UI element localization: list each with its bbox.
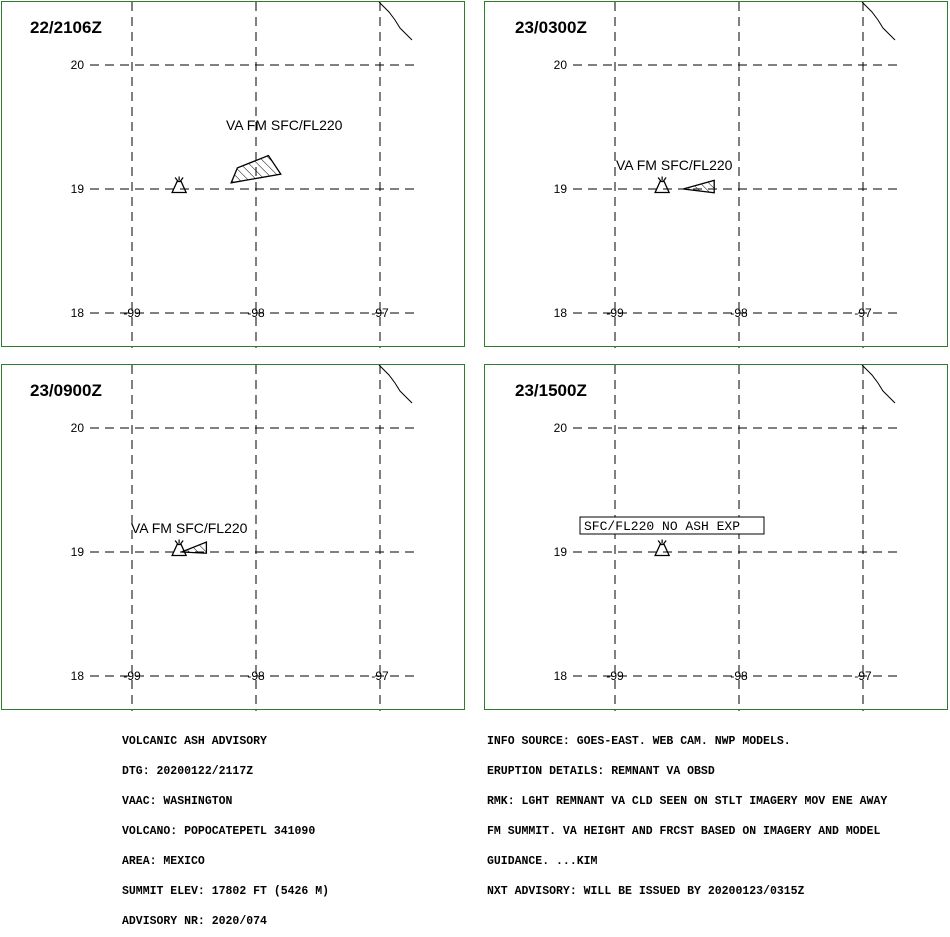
latitude-tick-label: 18 — [553, 306, 567, 320]
va-cloud-label: VA FM SFC/FL220 — [616, 157, 733, 173]
advisory-remarks-text — [487, 717, 887, 907]
va-cloud-label: VA FM SFC/FL220 — [131, 520, 248, 536]
advisory-header-text — [122, 717, 329, 937]
latitude-tick-label: 18 — [553, 669, 567, 683]
panel-time-label: 23/0900Z — [30, 381, 102, 400]
latitude-tick-label: 20 — [553, 421, 567, 435]
ash-cloud-polygon — [182, 542, 207, 553]
advisory-line: SUMMIT ELEV: 17802 FT (5426 M) — [122, 885, 330, 898]
map-panel-2 — [484, 1, 948, 347]
panel-time-label: 22/2106Z — [30, 18, 102, 37]
forecast-box-text: SFC/FL220 NO ASH EXP — [584, 519, 741, 534]
map-panel-1 — [1, 1, 465, 347]
advisory-line: GUIDANCE. ...KIM — [487, 855, 598, 868]
longitude-tick-label: -97 — [854, 306, 872, 320]
advisory-line: INFO SOURCE: GOES-EAST. WEB CAM. NWP MODELS. — [487, 735, 791, 748]
advisory-line: ERUPTION DETAILS: REMNANT VA OBSD — [487, 765, 715, 778]
map-canvas — [2, 2, 466, 348]
coastline — [862, 365, 895, 403]
coastline — [379, 365, 412, 403]
map-canvas — [485, 365, 949, 711]
map-panel-3 — [1, 364, 465, 710]
longitude-tick-label: -99 — [606, 669, 624, 683]
va-cloud-label: VA FM SFC/FL220 — [226, 117, 343, 133]
advisory-line: AREA: MEXICO — [122, 855, 205, 868]
longitude-tick-label: -97 — [854, 669, 872, 683]
volcano-plume — [175, 540, 183, 545]
longitude-tick-label: -99 — [123, 669, 141, 683]
panel-time-label: 23/1500Z — [515, 381, 587, 400]
longitude-tick-label: -98 — [730, 306, 748, 320]
coastline — [862, 2, 895, 40]
latitude-tick-label: 20 — [70, 421, 84, 435]
advisory-line: VAAC: WASHINGTON — [122, 795, 233, 808]
map-panel-4 — [484, 364, 948, 710]
volcano-icon — [655, 540, 669, 556]
map-canvas — [2, 365, 466, 711]
advisory-line: NXT ADVISORY: WILL BE ISSUED BY 20200123/0315Z — [487, 885, 805, 898]
volcano-icon — [172, 177, 186, 193]
ash-cloud-polygon — [683, 180, 714, 192]
latitude-tick-label: 19 — [70, 545, 84, 559]
longitude-tick-label: -98 — [247, 306, 265, 320]
map-canvas — [485, 2, 949, 348]
advisory-line: ADVISORY NR: 2020/074 — [122, 915, 267, 928]
volcano-icon — [172, 540, 186, 556]
longitude-tick-label: -98 — [247, 669, 265, 683]
longitude-tick-label: -97 — [371, 669, 389, 683]
longitude-tick-label: -99 — [606, 306, 624, 320]
latitude-tick-label: 19 — [553, 182, 567, 196]
panel-time-label: 23/0300Z — [515, 18, 587, 37]
latitude-tick-label: 19 — [70, 182, 84, 196]
longitude-tick-label: -97 — [371, 306, 389, 320]
advisory-line: VOLCANO: POPOCATEPETL 341090 — [122, 825, 316, 838]
advisory-line: VOLCANIC ASH ADVISORY — [122, 735, 267, 748]
latitude-tick-label: 19 — [553, 545, 567, 559]
advisory-line: RMK: LGHT REMNANT VA CLD SEEN ON STLT IMAGERY MOV ENE AWAY — [487, 795, 888, 808]
longitude-tick-label: -98 — [730, 669, 748, 683]
latitude-tick-label: 20 — [70, 58, 84, 72]
volcano-plume — [175, 177, 183, 182]
volcano-icon — [655, 177, 669, 193]
advisory-line: DTG: 20200122/2117Z — [122, 765, 254, 778]
volcano-cone — [655, 545, 669, 556]
volcano-cone — [655, 182, 669, 193]
volcano-cone — [172, 545, 186, 556]
advisory-line: FM SUMMIT. VA HEIGHT AND FRCST BASED ON IMAGERY AND MODEL — [487, 825, 881, 838]
volcano-plume — [658, 540, 666, 545]
coastline — [379, 2, 412, 40]
latitude-tick-label: 18 — [70, 669, 84, 683]
volcano-cone — [172, 182, 186, 193]
longitude-tick-label: -99 — [123, 306, 141, 320]
volcano-plume — [658, 177, 666, 182]
latitude-tick-label: 18 — [70, 306, 84, 320]
latitude-tick-label: 20 — [553, 58, 567, 72]
